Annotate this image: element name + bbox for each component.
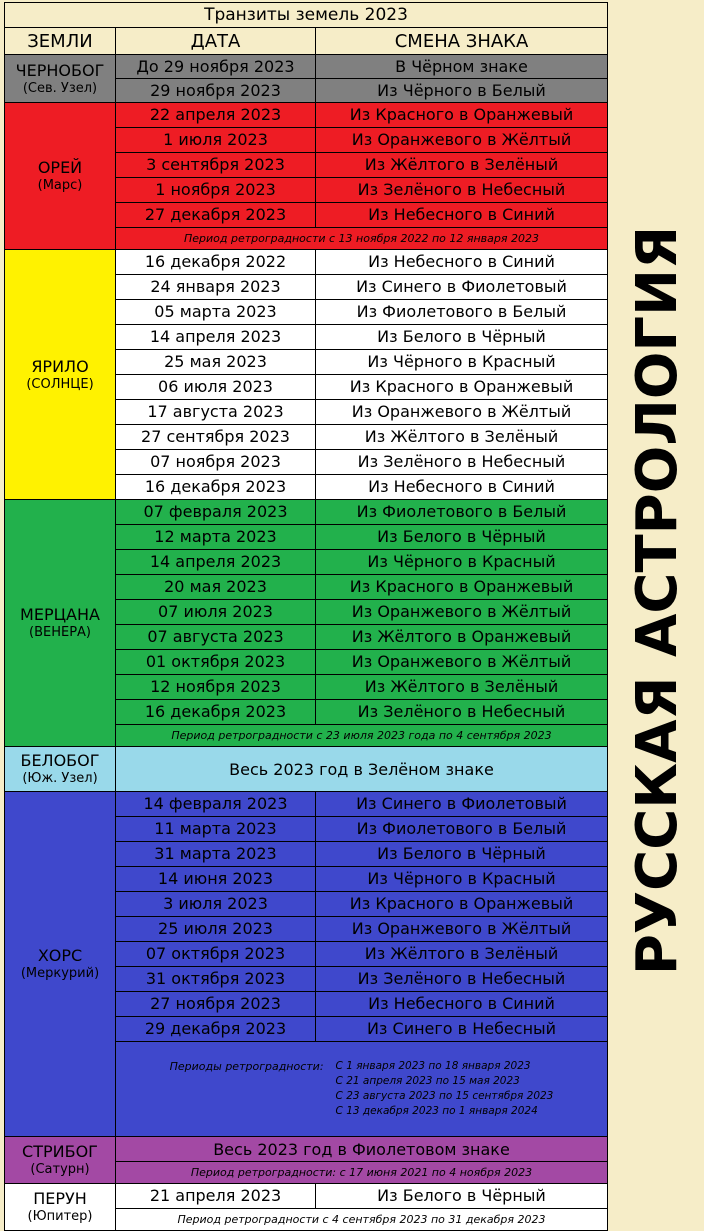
planet-orey-label	[5, 103, 116, 250]
sign-change-cell: Из Синего в Фиолетовый	[316, 792, 608, 817]
retrograde-period: С 13 декабря 2023 по 1 января 2024	[335, 1105, 538, 1117]
date-cell: 21 апреля 2023	[116, 1184, 316, 1209]
sign-change-cell: Из Небесного в Синий	[316, 475, 608, 500]
date-cell: 25 мая 2023	[116, 350, 316, 375]
sign-change-cell: Из Белого в Чёрный	[316, 1184, 608, 1209]
date-cell: 27 сентября 2023	[116, 425, 316, 450]
sign-change-cell: Из Зелёного в Небесный	[316, 967, 608, 992]
date-cell: 29 декабря 2023	[116, 1017, 316, 1042]
date-cell: 16 декабря 2022	[116, 250, 316, 275]
sign-change-cell: Из Зелёного в Небесный	[316, 450, 608, 475]
planet-subtitle: (Юж. Узел)	[22, 771, 98, 786]
planet-name: ХОРС	[37, 946, 83, 965]
sign-change-cell: Из Жёлтого в Зелёный	[316, 425, 608, 450]
sign-change-cell: Из Синего в Фиолетовый	[316, 275, 608, 300]
sign-change-cell: Из Оранжевого в Жёлтый	[316, 917, 608, 942]
date-cell: 14 апреля 2023	[116, 550, 316, 575]
date-cell: 16 декабря 2023	[116, 700, 316, 725]
sign-change-cell: Из Фиолетового в Белый	[316, 500, 608, 525]
date-cell: 22 апреля 2023	[116, 103, 316, 128]
date-cell: До 29 ноября 2023	[116, 55, 316, 79]
sign-change-cell: Из Красного в Оранжевый	[316, 375, 608, 400]
planet-name: МЕРЦАНА	[20, 605, 100, 624]
date-cell: 16 декабря 2023	[116, 475, 316, 500]
retrograde-note: Период ретроградности с 23 июля 2023 года по 4 сентября 2023	[116, 725, 608, 747]
planet-subtitle: (Сатурн)	[30, 1162, 90, 1177]
date-cell: 12 марта 2023	[116, 525, 316, 550]
sign-change-cell: Из Чёрного в Красный	[316, 867, 608, 892]
table-row	[5, 55, 608, 79]
date-cell: 07 ноября 2023	[116, 450, 316, 475]
date-cell: 14 июня 2023	[116, 867, 316, 892]
date-cell: 07 июля 2023	[116, 600, 316, 625]
planet-perun-label	[5, 1184, 116, 1231]
planet-subtitle: (Сев. Узел)	[22, 80, 98, 96]
date-cell: 25 июля 2023	[116, 917, 316, 942]
sign-change-cell: Из Белого в Чёрный	[316, 325, 608, 350]
date-cell: 14 февраля 2023	[116, 792, 316, 817]
date-cell: 27 декабря 2023	[116, 203, 316, 228]
sign-change-cell: Из Синего в Небесный	[316, 1017, 608, 1042]
planet-yarilo-label	[5, 250, 116, 500]
sign-change-cell: Из Жёлтого в Зелёный	[316, 942, 608, 967]
planet-name: ПЕРУН	[33, 1189, 87, 1208]
planet-belobog-label	[5, 747, 116, 792]
date-cell: 14 апреля 2023	[116, 325, 316, 350]
date-cell: 27 ноября 2023	[116, 992, 316, 1017]
planet-name: ЧЕРНОБОГ	[15, 60, 105, 80]
date-cell: 07 августа 2023	[116, 625, 316, 650]
planet-name: ОРЕЙ	[37, 158, 83, 177]
planet-name: ЯРИЛО	[31, 356, 89, 376]
side-title: РУССКАЯ АСТРОЛОГИЯ	[625, 225, 691, 975]
sign-change-cell: Из Чёрного в Белый	[316, 79, 608, 103]
sign-change-cell: Из Небесного в Синий	[316, 203, 608, 228]
retrograde-note: Период ретроградности с 4 сентября 2023 по 31 декабря 2023	[116, 1209, 608, 1231]
date-cell: 29 ноября 2023	[116, 79, 316, 103]
sign-change-cell: Из Оранжевого в Жёлтый	[316, 600, 608, 625]
date-cell: 1 ноября 2023	[116, 178, 316, 203]
date-cell: 31 октября 2023	[116, 967, 316, 992]
sign-change-cell: Из Белого в Чёрный	[316, 525, 608, 550]
date-cell: 06 июля 2023	[116, 375, 316, 400]
sign-change-cell: Из Оранжевого в Жёлтый	[316, 128, 608, 153]
table-row	[5, 792, 608, 817]
sign-change-cell: Из Белого в Чёрный	[316, 842, 608, 867]
table-row	[5, 1184, 608, 1209]
sign-change-cell: Из Жёлтого в Зелёный	[316, 153, 608, 178]
sign-change-cell: Из Небесного в Синий	[316, 992, 608, 1017]
date-cell: 11 марта 2023	[116, 817, 316, 842]
sign-change-cell: Из Жёлтого в Оранжевый	[316, 625, 608, 650]
header-planets: ЗЕМЛИ	[5, 28, 116, 55]
date-cell: 1 июля 2023	[116, 128, 316, 153]
sign-change-cell: Из Чёрного в Красный	[316, 350, 608, 375]
sign-change-cell: Из Фиолетового в Белый	[316, 300, 608, 325]
sign-change-cell: Из Оранжевого в Жёлтый	[316, 650, 608, 675]
table-row	[5, 250, 608, 275]
retrograde-note: Период ретроградности: с 17 июня 2021 по 4 ноября 2023	[116, 1162, 608, 1184]
planet-name: БЕЛОБОГ	[20, 751, 100, 770]
date-cell: 3 июля 2023	[116, 892, 316, 917]
date-cell: 31 марта 2023	[116, 842, 316, 867]
retrograde-note: Период ретроградности с 13 ноября 2022 по 12 января 2023	[116, 228, 608, 250]
planet-stribog-label	[5, 1137, 116, 1184]
table-row	[5, 747, 608, 792]
sign-change-cell: Из Оранжевого в Жёлтый	[316, 400, 608, 425]
table-title: Транзиты земель 2023	[5, 3, 608, 28]
planet-khors-label	[5, 792, 116, 1137]
planet-subtitle: (СОЛНЦЕ)	[26, 376, 94, 392]
date-cell: 24 января 2023	[116, 275, 316, 300]
planet-name: СТРИБОГ	[22, 1142, 98, 1161]
full-year-note: Весь 2023 год в Фиолетовом знаке	[116, 1137, 608, 1162]
sign-change-cell: Из Фиолетового в Белый	[316, 817, 608, 842]
sign-change-cell: В Чёрном знаке	[316, 55, 608, 79]
table-row	[5, 500, 608, 525]
sign-change-cell: Из Красного в Оранжевый	[316, 892, 608, 917]
sign-change-cell: Из Красного в Оранжевый	[316, 103, 608, 128]
sign-change-cell: Из Зелёного в Небесный	[316, 700, 608, 725]
date-cell: 3 сентября 2023	[116, 153, 316, 178]
date-cell: 20 мая 2023	[116, 575, 316, 600]
date-cell: 05 марта 2023	[116, 300, 316, 325]
planet-subtitle: (Марс)	[37, 178, 83, 193]
sign-change-cell: Из Жёлтого в Зелёный	[316, 675, 608, 700]
date-cell: 07 октября 2023	[116, 942, 316, 967]
date-cell: 01 октября 2023	[116, 650, 316, 675]
retrograde-periods-list	[336, 1059, 554, 1119]
sign-change-cell: Из Красного в Оранжевый	[316, 575, 608, 600]
retrograde-period: С 23 августа 2023 по 15 сентября 2023	[335, 1090, 554, 1102]
retrograde-period: С 21 апреля 2023 по 15 мая 2023	[335, 1075, 520, 1087]
retrograde-periods-label: Периоды ретроградности:	[169, 1060, 324, 1073]
planet-subtitle: (ВЕНЕРА)	[29, 625, 91, 640]
transits-table	[4, 2, 608, 1231]
header-sign-change: СМЕНА ЗНАКА	[316, 28, 608, 55]
sign-change-cell: Из Чёрного в Красный	[316, 550, 608, 575]
sign-change-cell: Из Небесного в Синий	[316, 250, 608, 275]
planet-mertsana-label	[5, 500, 116, 747]
full-year-note: Весь 2023 год в Зелёном знаке	[116, 747, 608, 792]
planet-chernobog-label	[5, 55, 116, 103]
planet-subtitle: (Юпитер)	[27, 1209, 93, 1224]
header-date: ДАТА	[116, 28, 316, 55]
date-cell: 17 августа 2023	[116, 400, 316, 425]
date-cell: 12 ноября 2023	[116, 675, 316, 700]
sign-change-cell: Из Зелёного в Небесный	[316, 178, 608, 203]
retrograde-period: С 1 января 2023 по 18 января 2023	[335, 1060, 531, 1072]
table-row	[5, 1137, 608, 1162]
side-banner	[612, 0, 704, 1200]
planet-subtitle: (Меркурий)	[20, 966, 100, 981]
date-cell: 07 февраля 2023	[116, 500, 316, 525]
table-row	[5, 103, 608, 128]
retrograde-periods	[116, 1042, 608, 1137]
